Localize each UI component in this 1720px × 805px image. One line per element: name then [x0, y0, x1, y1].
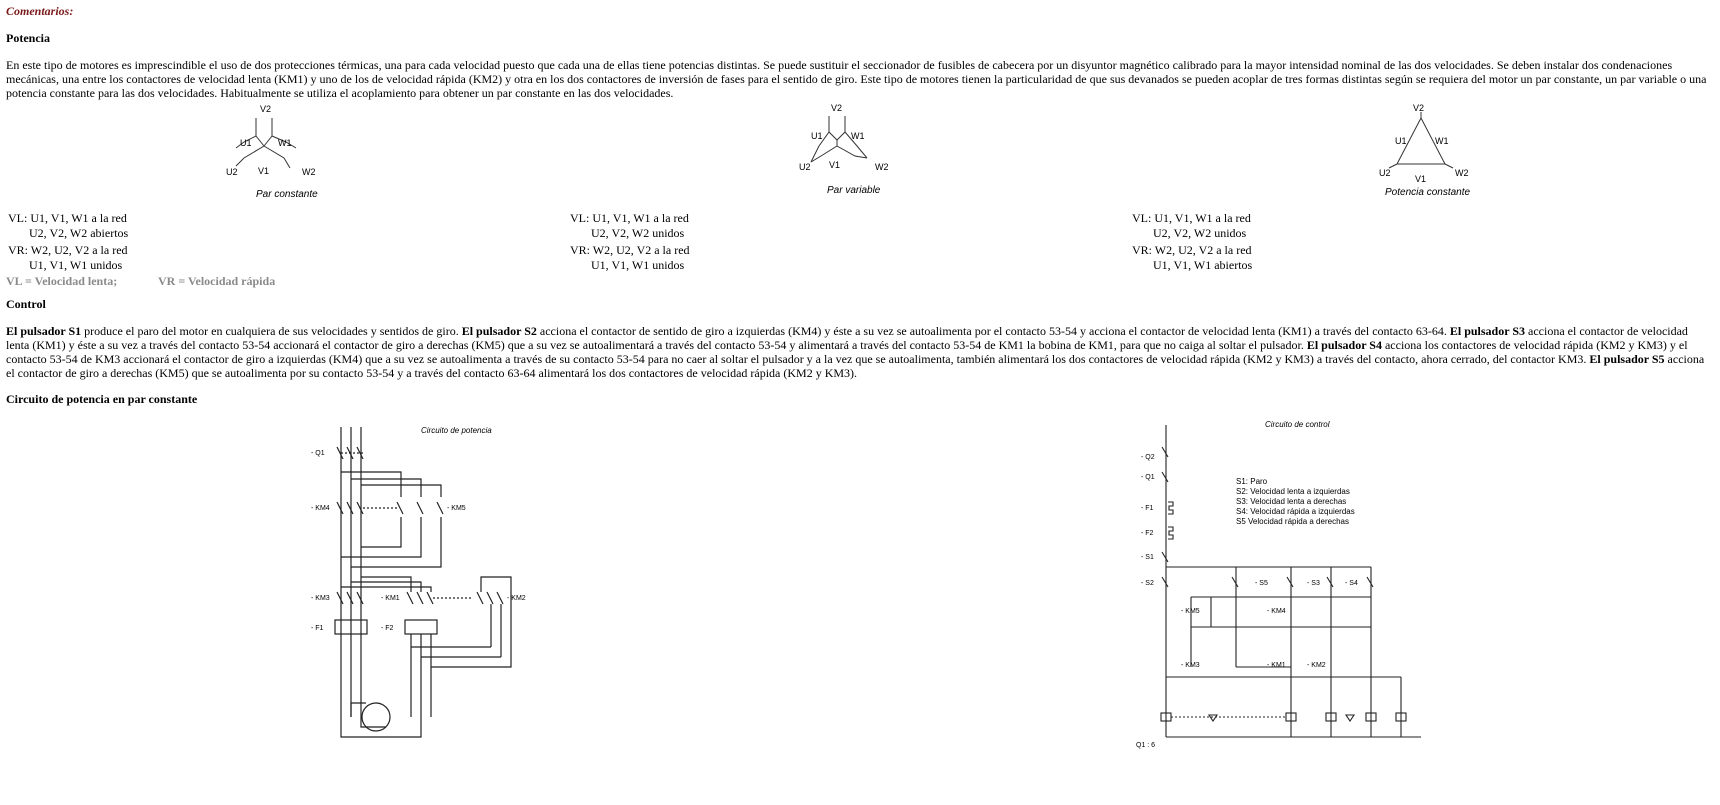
fig1-caption: Par constante: [256, 189, 318, 200]
power-circuit-diagram: [311, 417, 571, 767]
cc-q16-label: Q1 : 6: [1136, 742, 1156, 749]
pc-km2-label: - KM2: [507, 595, 526, 602]
conn-par-constante: [8, 211, 128, 273]
pc-km4-label: - KM4: [311, 505, 330, 512]
control-s3-text: acciona el contactor de velocidad lenta (KM1) y éste a su vez a través del contacto 53-54 accionará el contactor de giro a derechas (KM5) que a su vez se autoalimentará a través del contacto 53-54 y alimentará a través del contacto 53-54 de KM1 la bobina de KM1, para que no caiga al soltar el pulsador.: [6, 324, 1688, 352]
control-s1-text: produce el paro del motor en cualquiera de sus velocidades y sentidos de giro.: [81, 324, 462, 338]
control-section: [6, 297, 1711, 380]
fig1-u1: U1: [240, 138, 252, 148]
fig3-vr-1: VR: W2, U2, V2 a la red: [1132, 243, 1252, 257]
cc-legend-5: S5 Velocidad rápida a derechas: [1236, 517, 1349, 526]
fig1-u2: U2: [226, 167, 238, 177]
connection-descriptions: [6, 211, 1711, 288]
fig3-vl-2: U2, V2, W2 unidos: [1153, 226, 1247, 240]
fig2-caption: Par variable: [827, 185, 881, 196]
fig1-w2: W2: [302, 167, 316, 177]
fig2-v2: V2: [831, 103, 843, 113]
potencia-heading: Potencia: [6, 31, 50, 45]
control-s2-label: El pulsador S2: [461, 324, 537, 338]
fig2-vr-2: U1, V1, W1 unidos: [591, 258, 685, 272]
pc-km3-label: - KM3: [311, 595, 330, 602]
pc-km5-label: - KM5: [447, 505, 466, 512]
potencia-paragraph: En este tipo de motores es imprescindible el uso de dos protecciones térmicas, una para cada velocidad puesto que cada una de ellas tiene potencias distintas. Se puede sustituir el seccionador de fusibles de cabecera por un disyuntor magnético calibrado para la mayor intensidad nominal de las dos velocidades. Se deben instalar dos condenaciones mecánicas, una entre los contactores de velocidad lenta (KM1) y uno de los de velocidad rápida (KM2) y otra en los dos contactores de inversión de fases para el sentido de giro. Este tipo de motores tienen la particularidad de que sus devanados se pueden acoplar de tres formas distintas según se requiera del motor un par constante, un par variable o una potencia constante para las dos velocidades. Habitualmente se utiliza el acoplamiento para obtener un par constante en las dos velocidades.: [6, 58, 1707, 100]
pc-f2-label: - F2: [381, 625, 394, 632]
winding-figures: [6, 102, 1711, 207]
control-s1-label: El pulsador S1: [6, 324, 82, 338]
comments-title: Comentarios:: [6, 4, 74, 18]
fig3-w2: W2: [1455, 168, 1469, 178]
circuit-heading: Circuito de potencia en par constante: [6, 392, 198, 406]
fig2-vl-1: VL: U1, V1, W1 a la red: [570, 211, 689, 225]
fig1-v2: V2: [260, 104, 272, 114]
power-circuit-title: Circuito de potencia: [421, 426, 492, 435]
potencia-constante-diagram: [1371, 102, 1491, 192]
cc-legend-1: S1: Paro: [1236, 477, 1268, 486]
fig3-vl-1: VL: U1, V1, W1 a la red: [1132, 211, 1251, 225]
legend-vr: VR = Velocidad rápida: [158, 274, 276, 288]
legend-vl: VL = Velocidad lenta;: [6, 274, 118, 288]
control-s5-label: El pulsador S5: [1589, 352, 1665, 366]
fig2-v1: V1: [829, 160, 841, 170]
fig3-u1: U1: [1395, 136, 1407, 146]
cc-s1-label: - S1: [1141, 554, 1154, 561]
cc-legend-2: S2: Velocidad lenta a izquierdas: [1236, 487, 1350, 496]
fig3-u2: U2: [1379, 168, 1391, 178]
fig3-v1: V1: [1415, 174, 1427, 184]
cc-s5-label: - S5: [1255, 580, 1268, 587]
cc-q2-label: - Q2: [1141, 454, 1155, 461]
control-paragraph: [6, 324, 1711, 380]
fig2-w1: W1: [851, 131, 865, 141]
page-content: [6, 4, 1711, 772]
cc-legend-4: S4: Velocidad rápida a izquierdas: [1236, 507, 1355, 516]
fig1-w1: W1: [278, 138, 292, 148]
fig3-w1: W1: [1435, 136, 1449, 146]
control-s3-label: El pulsador S3: [1449, 324, 1526, 338]
conn-potencia-constante: [1132, 211, 1252, 273]
fig1-vl-1: VL: U1, V1, W1 a la red: [8, 211, 127, 225]
figure-par-variable: [799, 102, 909, 195]
par-variable-diagram: [799, 102, 909, 192]
cc-km4-label: - KM4: [1267, 608, 1286, 615]
pc-km1-label: - KM1: [381, 595, 400, 602]
power-circuit: [311, 417, 571, 770]
control-circuit: [1131, 417, 1461, 775]
fig1-v1: V1: [258, 166, 270, 176]
control-s5-text: acciona el contactor de giro a derechas (KM5) que se autoalimenta por su contacto 53-54 y a través del contacto 63-64 alimentará los dos contactores de velocidad rápida (KM2 y KM3).: [6, 352, 1705, 380]
fig2-u1: U1: [811, 131, 823, 141]
fig3-v2: V2: [1413, 103, 1425, 113]
pc-f1-label: - F1: [311, 625, 324, 632]
cc-km1-label: - KM1: [1267, 662, 1286, 669]
control-circuit-diagram: [1131, 417, 1461, 772]
fig1-vr-2: U1, V1, W1 unidos: [29, 258, 123, 272]
control-s4-label: El pulsador S4: [1306, 338, 1382, 352]
fig2-vr-1: VR: W2, U2, V2 a la red: [570, 243, 690, 257]
cc-s3-label: - S3: [1307, 580, 1320, 587]
circuit-diagrams: [6, 417, 1711, 772]
fig2-u2: U2: [799, 162, 811, 172]
pc-q1-label: - Q1: [311, 450, 325, 457]
fig1-vl-2: U2, V2, W2 abiertos: [29, 226, 129, 240]
cc-legend-3: S3: Velocidad lenta a derechas: [1236, 497, 1347, 506]
par-constante-diagram: [226, 102, 336, 202]
fig3-caption: Potencia constante: [1385, 187, 1471, 198]
cc-s4-label: - S4: [1345, 580, 1358, 587]
fig1-vr-1: VR: W2, U2, V2 a la red: [8, 243, 128, 257]
cc-f2-label: - F2: [1141, 530, 1154, 537]
figure-par-constante: [226, 102, 336, 205]
conn-par-variable: [570, 211, 690, 273]
cc-km2-label: - KM2: [1307, 662, 1326, 669]
fig3-vr-2: U1, V1, W1 abiertos: [1153, 258, 1253, 272]
figure-potencia-constante: [1371, 102, 1491, 198]
cc-f1-label: - F1: [1141, 505, 1154, 512]
cc-s2-label: - S2: [1141, 580, 1154, 587]
fig2-vl-2: U2, V2, W2 unidos: [591, 226, 685, 240]
control-s4-text: acciona los contactores de velocidad rápida (KM2 y KM3) y el contacto 53-54 de KM3 accionará el contactor de giro a izquierdas (KM4) que a su vez se autoalimenta a través de su contacto 53-54 para no caer al soltar el pulsador y a la vez que se autoalimenta, también alimentará los dos contactores de velocidad rápida (KM2 y KM3) a través del contacto, ahora cerrado, del contactor KM3.: [6, 338, 1688, 366]
control-heading: Control: [6, 297, 46, 311]
cc-km5-label: - KM5: [1181, 608, 1200, 615]
cc-q1-label: - Q1: [1141, 474, 1155, 481]
control-s2-text: acciona el contactor de sentido de giro a izquierdas (KM4) y éste a su vez se autoalimenta por el contacto 53-54 y acciona el contactor de velocidad lenta (KM1) a través del contacto 63-64.: [536, 324, 1450, 338]
cc-km3-label: - KM3: [1181, 662, 1200, 669]
fig2-w2: W2: [875, 162, 889, 172]
control-circuit-title: Circuito de control: [1265, 420, 1330, 429]
speed-legend: [6, 274, 275, 288]
